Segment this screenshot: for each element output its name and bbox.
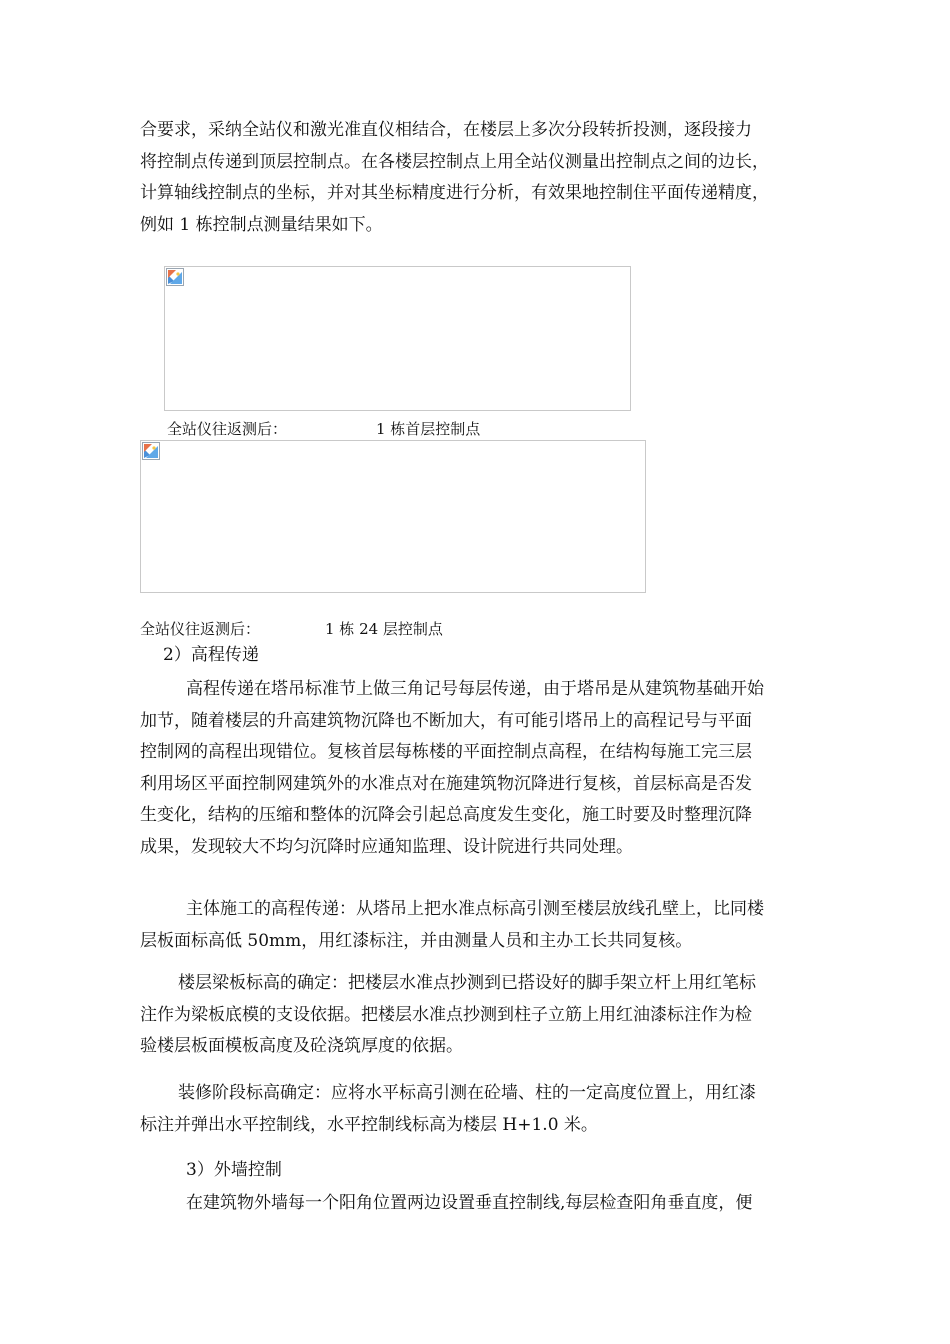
section-2-paragraph-3 — [140, 968, 852, 1063]
text-line: 生变化，结构的压缩和整体的沉降会引起总高度发生变化，施工时要及时整理沉降 — [140, 805, 752, 825]
broken-image-icon — [142, 442, 160, 460]
text-line: 注作为梁板底模的支设依据。把楼层水准点抄测到柱子立筋上用红油漆标注作为检 — [140, 1004, 752, 1025]
text-line: 加节，随着楼层的升高建筑物沉降也不断加大，有可能引塔吊上的高程记号与平面 — [140, 710, 752, 731]
text-line: 合要求，采纳全站仪和激光准直仪相结合，在楼层上多次分段转折投测，逐段接力 — [140, 120, 752, 140]
figure-2-caption — [140, 618, 443, 639]
caption-left: 全站仪往返测后： — [140, 620, 261, 638]
text-line: 主体施工的高程传递：从塔吊上把水准点标高引测至楼层放线孔壁上，比同楼 — [186, 899, 764, 919]
text-line: 在建筑物外墙每一个阳角位置两边设置垂直控制线,每层检查阳角垂直度，便 — [186, 1193, 753, 1213]
section-2-paragraph-2 — [140, 894, 852, 957]
intro-paragraph — [140, 115, 852, 241]
text-line: 计算轴线控制点的坐标，并对其坐标精度进行分析，有效果地控制住平面传递精度， — [140, 183, 769, 203]
section-2-paragraph-4 — [140, 1078, 852, 1141]
text-line: 成果，发现较大不均匀沉降时应通知监理、设计院进行共同处理。 — [140, 836, 633, 857]
caption-right: 1 栋 24 层控制点 — [325, 620, 443, 638]
text-line: 层板面标高低 50mm，用红漆标注，并由测量人员和主办工长共同复核。 — [140, 930, 693, 951]
text-line: 楼层梁板标高的确定：把楼层水准点抄测到已搭设好的脚手架立杆上用红笔标 — [178, 973, 756, 993]
broken-image-icon — [166, 268, 184, 286]
figure-2-image — [140, 440, 646, 593]
text-line: 验楼层板面模板高度及砼浇筑厚度的依据。 — [140, 1036, 463, 1056]
section-2-paragraph-1 — [140, 674, 852, 863]
section-2-heading: 2）高程传递 — [163, 645, 259, 665]
figure-1-caption — [167, 418, 480, 439]
section-3-paragraph-1 — [140, 1188, 852, 1220]
text-line: 高程传递在塔吊标准节上做三角记号每层传递，由于塔吊是从建筑物基础开始 — [186, 679, 764, 699]
caption-right: 1 栋首层控制点 — [376, 420, 481, 438]
text-line: 标注并弹出水平控制线，水平控制线标高为楼层 H+1.0 米。 — [140, 1114, 598, 1135]
text-line: 将控制点传递到顶层控制点。在各楼层控制点上用全站仪测量出控制点之间的边长， — [140, 151, 769, 172]
section-3-heading: 3）外墙控制 — [186, 1160, 282, 1180]
text-line: 装修阶段标高确定：应将水平标高引测在砼墙、柱的一定高度位置上，用红漆 — [178, 1083, 756, 1103]
figure-1-image — [164, 266, 631, 411]
text-line: 利用场区平面控制网建筑外的水准点对在施建筑物沉降进行复核，首层标高是否发 — [140, 773, 752, 794]
text-line: 控制网的高程出现错位。复核首层每栋楼的平面控制点高程，在结构每施工完三层 — [140, 742, 752, 762]
caption-left: 全站仪往返测后： — [167, 420, 288, 438]
text-line: 例如 1 栋控制点测量结果如下。 — [140, 214, 383, 235]
